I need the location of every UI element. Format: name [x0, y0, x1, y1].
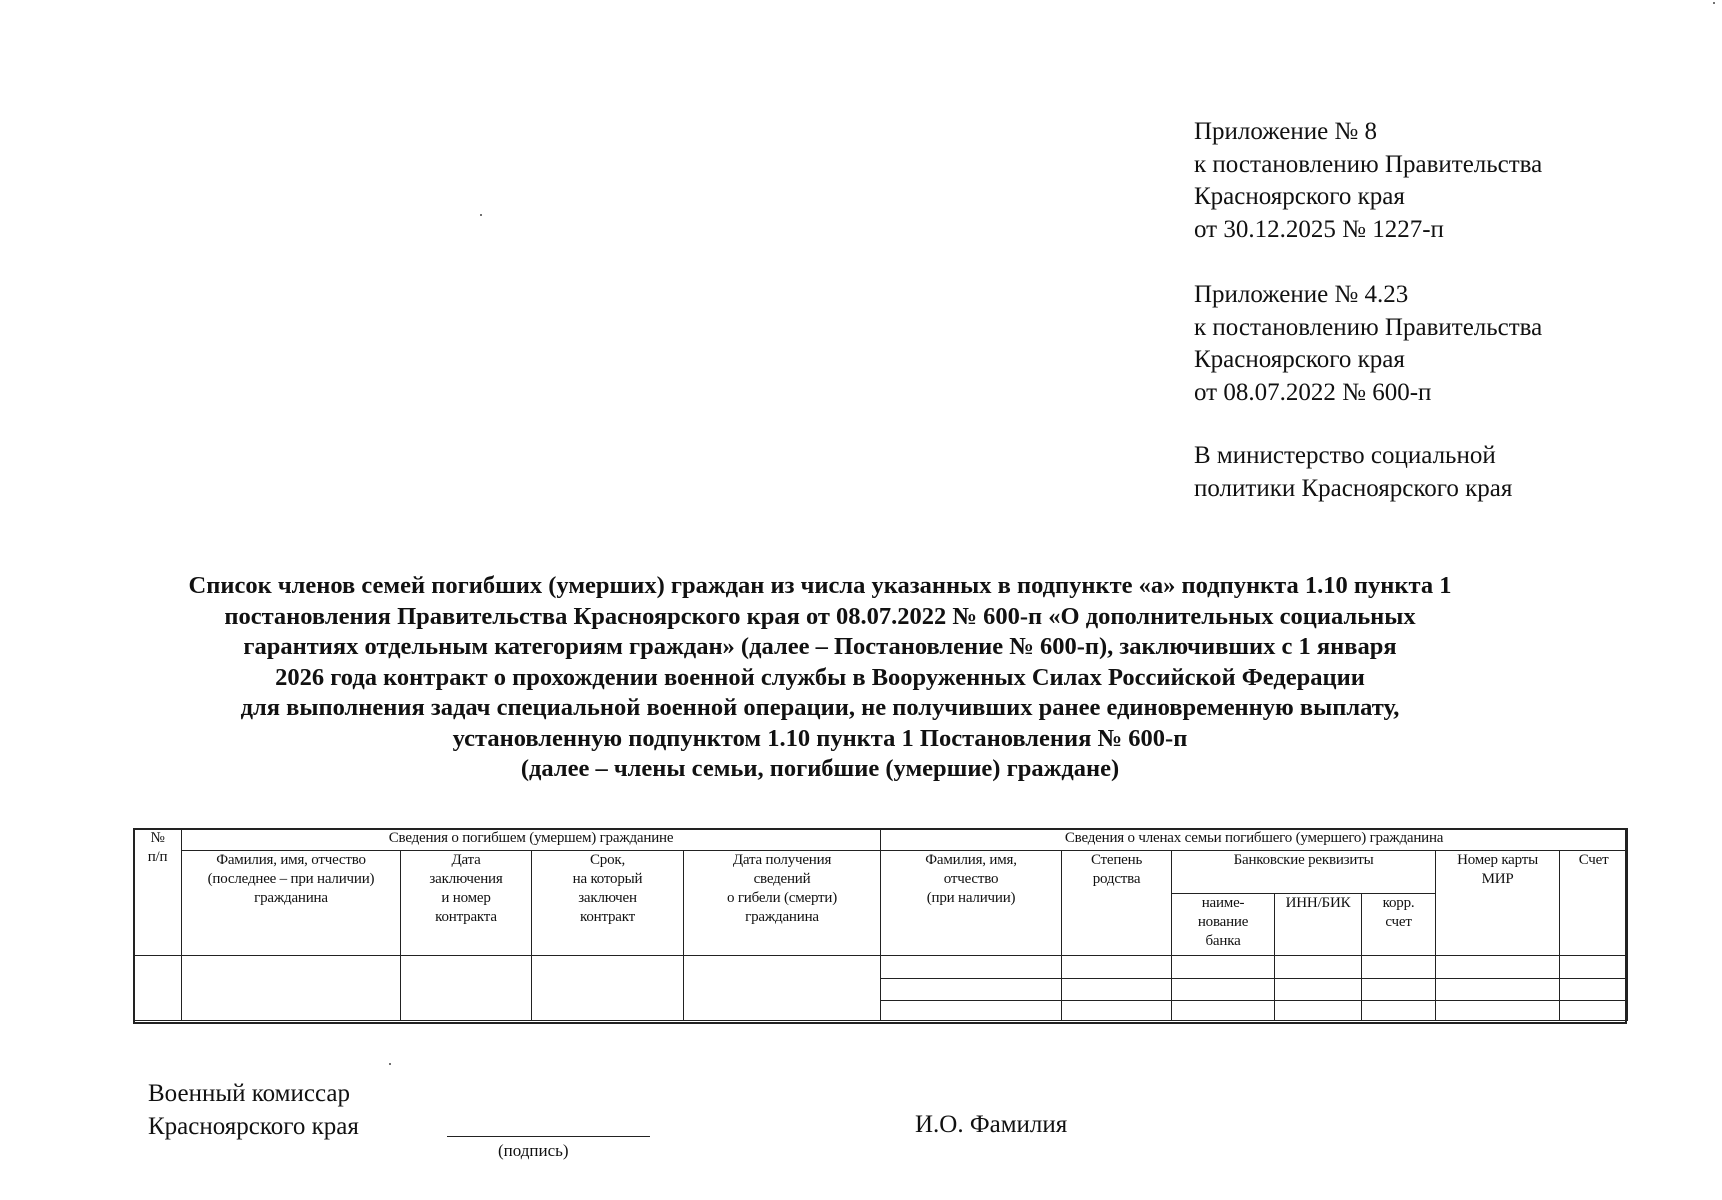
deceased-fio-header: Фамилия, имя, отчество (последнее – при наличии) гражданина: [182, 851, 401, 956]
title-line: (далее – члены семьи, погибшие (умершие) граждане): [520, 755, 1120, 782]
signature-line[interactable]: [447, 1136, 650, 1137]
scan-speck: [389, 1063, 391, 1065]
family-group-header: Сведения о членах семьи погибшего (умершего) гражданина: [881, 829, 1628, 851]
title-line: Список членов семей погибших (умерших) граждан из числа указанных в подпункте «а» подпункта 1.10 пункта 1: [188, 572, 1452, 599]
row-number-cell[interactable]: [134, 956, 182, 1021]
appendix-line: к постановлению Правительства: [1194, 313, 1543, 341]
signature-caption: (подпись): [498, 1141, 569, 1160]
death-info-date-header: Дата получения сведений о гибели (смерти) гражданина: [684, 851, 881, 956]
inn-bik-cell[interactable]: [1275, 1001, 1362, 1021]
family-fio-header: Фамилия, имя, отчество (при наличии): [881, 851, 1062, 956]
corr-account-cell[interactable]: [1362, 1001, 1436, 1021]
signer-title: [148, 1077, 359, 1143]
appendix-8-block: [1194, 116, 1542, 246]
recipient-line: В министерство социальной: [1194, 442, 1496, 469]
appendix-line: Красноярского края: [1194, 346, 1405, 373]
appendix-line: к постановлению Правительства: [1194, 150, 1543, 178]
bank-name-cell[interactable]: [1172, 956, 1275, 979]
appendix-line: от 08.07.2022 № 600-п: [1194, 378, 1432, 406]
title-line: 2026 года контракт о прохождении военной службы в Вооруженных Силах Российской Федерации: [275, 663, 1365, 691]
family-fio-cell[interactable]: [881, 979, 1062, 1001]
inn-bik-header: ИНН/БИК: [1275, 894, 1362, 956]
account-cell[interactable]: [1560, 1001, 1628, 1021]
inn-bik-cell[interactable]: [1275, 979, 1362, 1001]
kinship-header: Степень родства: [1062, 851, 1172, 956]
deceased-fio-cell[interactable]: [182, 956, 401, 1021]
signer-name: И.О. Фамилия: [915, 1111, 1068, 1138]
inn-bik-cell[interactable]: [1275, 956, 1362, 979]
account-cell[interactable]: [1560, 979, 1628, 1001]
scan-speck: [480, 214, 482, 216]
bank-details-header: Банковские реквизиты: [1172, 851, 1436, 894]
corr-account-header: корр. счет: [1362, 894, 1436, 956]
title-line: установленную подпунктом 1.10 пункта 1 Постановления № 600-п: [452, 724, 1188, 752]
contract-term-header: Срок, на который заключен контракт: [532, 851, 684, 956]
recipient-line: политики Красноярского края: [1194, 474, 1513, 502]
appendix-line: Приложение № 4.23: [1194, 281, 1409, 308]
corr-account-cell[interactable]: [1362, 956, 1436, 979]
kinship-cell[interactable]: [1062, 1001, 1172, 1021]
appendix-line: Красноярского края: [1194, 183, 1405, 210]
contract-date-cell[interactable]: [401, 956, 532, 1021]
mir-card-cell[interactable]: [1436, 979, 1560, 1001]
account-header: Счет: [1560, 851, 1628, 956]
bank-name-cell[interactable]: [1172, 979, 1275, 1001]
document-title: [120, 571, 1520, 785]
mir-card-cell[interactable]: [1436, 956, 1560, 979]
family-members-table: [133, 828, 1628, 1021]
signer-line: Красноярского края: [148, 1113, 359, 1140]
family-fio-cell[interactable]: [881, 1001, 1062, 1021]
kinship-cell[interactable]: [1062, 979, 1172, 1001]
appendix-4-23-block: [1194, 279, 1542, 409]
mir-card-cell[interactable]: [1436, 1001, 1560, 1021]
bank-name-header: наиме- нование банка: [1172, 894, 1275, 956]
appendix-line: Приложение № 8: [1194, 118, 1378, 145]
title-line: постановления Правительства Красноярского края от 08.07.2022 № 600-п «О дополнительных социальных: [224, 602, 1416, 630]
kinship-cell[interactable]: [1062, 956, 1172, 979]
contract-term-cell[interactable]: [532, 956, 684, 1021]
title-line: гарантиях отдельным категориям граждан» (далее – Постановление № 600-п), заключивших с 1 января: [243, 633, 1397, 660]
row-number-header: № п/п: [134, 829, 182, 956]
deceased-group-header: Сведения о погибшем (умершем) гражданине: [182, 829, 881, 851]
corr-account-cell[interactable]: [1362, 979, 1436, 1001]
contract-date-header: Дата заключения и номер контракта: [401, 851, 532, 956]
account-cell[interactable]: [1560, 956, 1628, 979]
death-info-date-cell[interactable]: [684, 956, 881, 1021]
bank-name-cell[interactable]: [1172, 1001, 1275, 1021]
mir-card-header: Номер карты МИР: [1436, 851, 1560, 956]
recipient-block: [1194, 440, 1512, 505]
title-line: для выполнения задач специальной военной операции, не получивших ранее единовременную выплату,: [240, 694, 1400, 721]
scan-speck: [1713, 2, 1715, 4]
signer-line: Военный комиссар: [148, 1080, 350, 1107]
family-fio-cell[interactable]: [881, 956, 1062, 979]
appendix-line: от 30.12.2025 № 1227-п: [1194, 215, 1444, 243]
